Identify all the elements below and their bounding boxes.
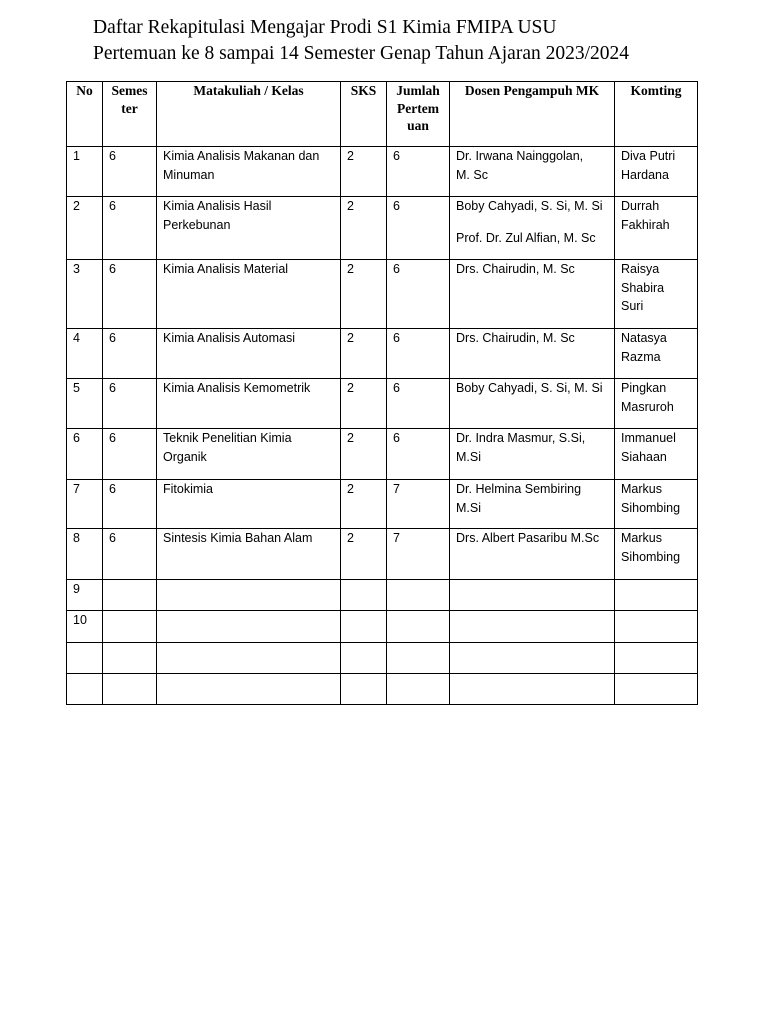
cell-jumlah: 6 bbox=[387, 429, 450, 480]
cell-matakuliah bbox=[157, 580, 341, 611]
document-title: Daftar Rekapitulasi Mengajar Prodi S1 Kimia FMIPA USU bbox=[93, 17, 557, 38]
cell-dosen bbox=[450, 643, 615, 674]
teaching-recap-table bbox=[66, 81, 698, 705]
cell-komting bbox=[615, 674, 698, 705]
cell-semester: 6 bbox=[103, 429, 157, 480]
cell-jumlah bbox=[387, 580, 450, 611]
cell-jumlah: 6 bbox=[387, 329, 450, 379]
table-row bbox=[67, 529, 698, 580]
cell-komting: Diva Putri Hardana bbox=[615, 147, 698, 197]
cell-no: 3 bbox=[67, 260, 103, 329]
document-subtitle: Pertemuan ke 8 sampai 14 Semester Genap Tahun Ajaran 2023/2024 bbox=[93, 43, 630, 64]
cell-semester: 6 bbox=[103, 529, 157, 580]
cell-matakuliah: Sintesis Kimia Bahan Alam bbox=[157, 529, 341, 580]
cell-komting bbox=[615, 611, 698, 643]
cell-matakuliah bbox=[157, 643, 341, 674]
cell-semester bbox=[103, 643, 157, 674]
cell-jumlah: 7 bbox=[387, 480, 450, 529]
cell-matakuliah: Kimia Analisis Automasi bbox=[157, 329, 341, 379]
cell-sks: 2 bbox=[341, 379, 387, 429]
cell-jumlah: 6 bbox=[387, 147, 450, 197]
table-row bbox=[67, 480, 698, 529]
cell-sks bbox=[341, 643, 387, 674]
cell-sks: 2 bbox=[341, 529, 387, 580]
header-dosen: Dosen Pengampuh MK bbox=[450, 82, 615, 147]
cell-semester: 6 bbox=[103, 260, 157, 329]
cell-komting: Pingkan Masruroh bbox=[615, 379, 698, 429]
cell-dosen bbox=[450, 580, 615, 611]
cell-komting: Natasya Razma bbox=[615, 329, 698, 379]
cell-semester: 6 bbox=[103, 379, 157, 429]
table-row bbox=[67, 147, 698, 197]
table-row bbox=[67, 580, 698, 611]
table-row bbox=[67, 674, 698, 705]
cell-no: 7 bbox=[67, 480, 103, 529]
table-row bbox=[67, 429, 698, 480]
cell-matakuliah: Kimia Analisis Makanan dan Minuman bbox=[157, 147, 341, 197]
cell-jumlah bbox=[387, 611, 450, 643]
cell-sks bbox=[341, 611, 387, 643]
cell-sks: 2 bbox=[341, 197, 387, 260]
table-row bbox=[67, 379, 698, 429]
header-komting: Komting bbox=[615, 82, 698, 147]
cell-sks: 2 bbox=[341, 480, 387, 529]
cell-sks: 2 bbox=[341, 260, 387, 329]
cell-jumlah: 6 bbox=[387, 197, 450, 260]
cell-semester: 6 bbox=[103, 480, 157, 529]
cell-komting: Raisya Shabira Suri bbox=[615, 260, 698, 329]
cell-matakuliah: Teknik Penelitian Kimia Organik bbox=[157, 429, 341, 480]
table-header-row bbox=[67, 82, 698, 147]
cell-dosen bbox=[450, 674, 615, 705]
cell-jumlah bbox=[387, 643, 450, 674]
cell-semester bbox=[103, 674, 157, 705]
cell-sks: 2 bbox=[341, 329, 387, 379]
cell-no: 4 bbox=[67, 329, 103, 379]
cell-no: 5 bbox=[67, 379, 103, 429]
table-row bbox=[67, 260, 698, 329]
cell-matakuliah bbox=[157, 611, 341, 643]
cell-no: 10 bbox=[67, 611, 103, 643]
cell-sks bbox=[341, 580, 387, 611]
cell-dosen: Boby Cahyadi, S. Si, M. Si bbox=[450, 379, 615, 429]
header-no: No bbox=[67, 82, 103, 147]
table-row bbox=[67, 329, 698, 379]
cell-semester: 6 bbox=[103, 147, 157, 197]
cell-matakuliah: Kimia Analisis Kemometrik bbox=[157, 379, 341, 429]
cell-dosen: Dr. Irwana Nainggolan, M. Sc bbox=[450, 147, 615, 197]
cell-matakuliah: Kimia Analisis Material bbox=[157, 260, 341, 329]
cell-sks: 2 bbox=[341, 429, 387, 480]
header-semester: Semes ter bbox=[103, 82, 157, 147]
table-row bbox=[67, 643, 698, 674]
cell-semester: 6 bbox=[103, 329, 157, 379]
cell-no: 6 bbox=[67, 429, 103, 480]
cell-dosen: Dr. Helmina Sembiring M.Si bbox=[450, 480, 615, 529]
cell-dosen: Drs. Chairudin, M. Sc bbox=[450, 329, 615, 379]
cell-dosen: Dr. Indra Masmur, S.Si, M.Si bbox=[450, 429, 615, 480]
cell-komting: Immanuel Siahaan bbox=[615, 429, 698, 480]
table-row bbox=[67, 611, 698, 643]
cell-no: 2 bbox=[67, 197, 103, 260]
cell-matakuliah: Kimia Analisis Hasil Perkebunan bbox=[157, 197, 341, 260]
header-matakuliah: Matakuliah / Kelas bbox=[157, 82, 341, 147]
cell-semester bbox=[103, 580, 157, 611]
cell-sks bbox=[341, 674, 387, 705]
cell-dosen: Drs. Chairudin, M. Sc bbox=[450, 260, 615, 329]
cell-komting: Markus Sihombing bbox=[615, 529, 698, 580]
cell-no: 8 bbox=[67, 529, 103, 580]
cell-jumlah: 6 bbox=[387, 260, 450, 329]
cell-no bbox=[67, 643, 103, 674]
cell-jumlah: 6 bbox=[387, 379, 450, 429]
header-jumlah-pertemuan: Jumlah Pertem uan bbox=[387, 82, 450, 147]
cell-jumlah: 7 bbox=[387, 529, 450, 580]
cell-semester: 6 bbox=[103, 197, 157, 260]
cell-no bbox=[67, 674, 103, 705]
cell-jumlah bbox=[387, 674, 450, 705]
cell-komting: Markus Sihombing bbox=[615, 480, 698, 529]
cell-no: 9 bbox=[67, 580, 103, 611]
cell-matakuliah bbox=[157, 674, 341, 705]
cell-no: 1 bbox=[67, 147, 103, 197]
cell-sks: 2 bbox=[341, 147, 387, 197]
cell-semester bbox=[103, 611, 157, 643]
cell-dosen bbox=[450, 611, 615, 643]
cell-komting: Durrah Fakhirah bbox=[615, 197, 698, 260]
cell-matakuliah: Fitokimia bbox=[157, 480, 341, 529]
cell-komting bbox=[615, 580, 698, 611]
header-sks: SKS bbox=[341, 82, 387, 147]
cell-komting bbox=[615, 643, 698, 674]
cell-dosen: Boby Cahyadi, S. Si, M. Si Prof. Dr. Zul Alfian, M. Sc bbox=[450, 197, 615, 260]
cell-dosen: Drs. Albert Pasaribu M.Sc bbox=[450, 529, 615, 580]
table-row bbox=[67, 197, 698, 260]
